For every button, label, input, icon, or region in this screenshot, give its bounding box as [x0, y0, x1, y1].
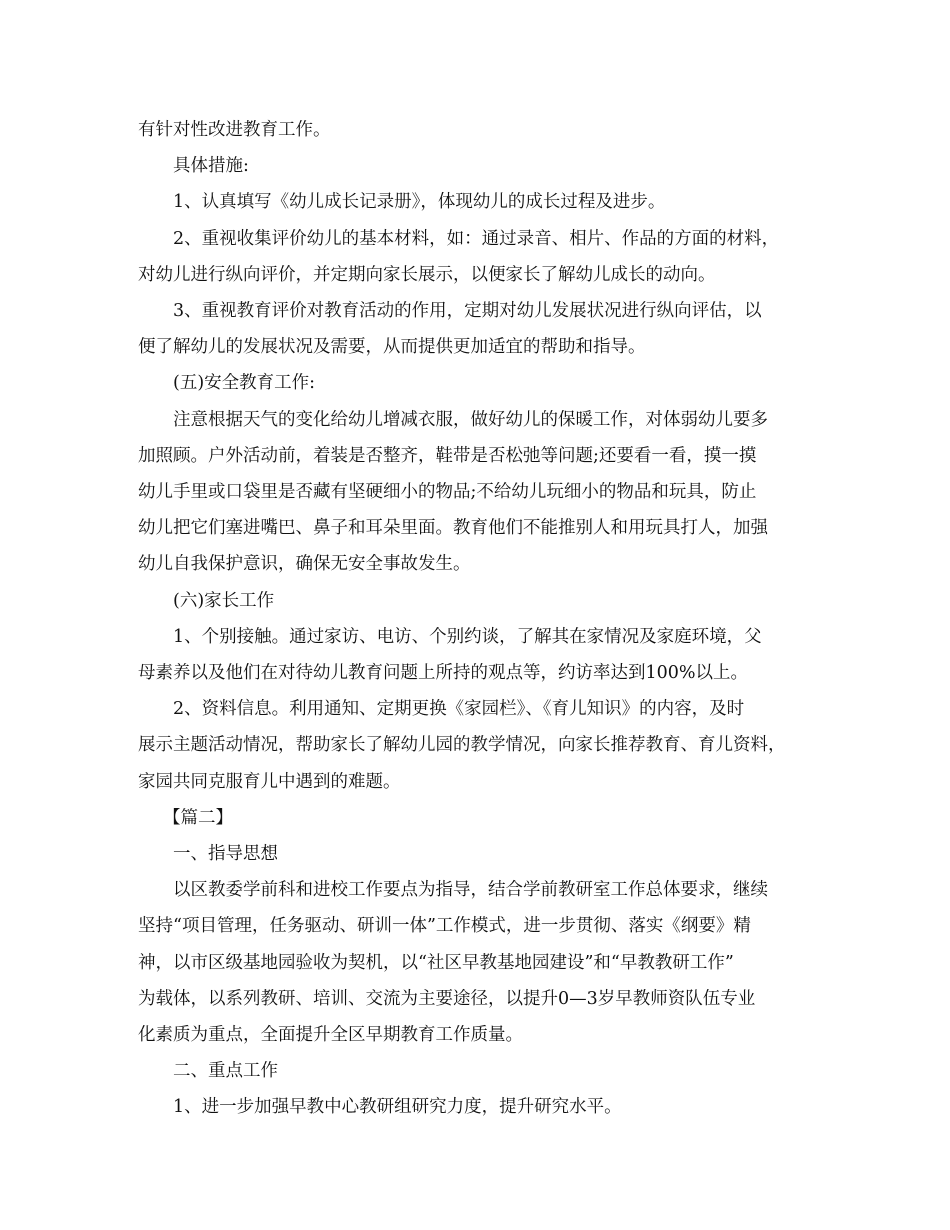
text-line: 对幼儿进行纵向评价，并定期向家长展示，以便家长了解幼儿成长的动向。: [138, 264, 716, 285]
text-line: 加照顾。户外活动前，着装是否整齐，鞋带是否松弛等问题;还要看一看，摸一摸: [138, 445, 757, 466]
text-line: 2、资料信息。利用通知、定期更换《家园栏》、《育儿知识》的内容，及时: [173, 699, 745, 720]
text-line: 1、认真填写《幼儿成长记录册》，体现幼儿的成长过程及进步。: [173, 192, 666, 213]
section-heading: (五)安全教育工作:: [173, 373, 316, 394]
text-line: 母素养以及他们在对待幼儿教育问题上所持的观点等，约访率达到100%以上。: [138, 663, 749, 684]
text-line: 化素质为重点，全面提升全区早期教育工作质量。: [138, 1025, 523, 1046]
text-line: 展示主题活动情况，帮助家长了解幼儿园的教学情况，向家长推荐教育、育儿资料，: [138, 735, 786, 756]
text-line: 家园共同克服育儿中遇到的难题。: [138, 771, 401, 792]
text-line: 有针对性改进教育工作。: [138, 120, 331, 140]
text-line: 为载体，以系列教研、培训、交流为主要途径，以提升0—3岁早教师资队伍专业: [138, 988, 756, 1009]
section-heading: 一、指导思想: [173, 844, 278, 865]
body-text: [138, 112, 824, 1126]
part-heading: 【篇二】: [163, 807, 233, 828]
text-line: 坚持“项目管理，任务驱动、研训一体”工作模式，进一步贯彻、落实《纲要》精: [138, 916, 751, 937]
section-heading: (六)家长工作: [173, 590, 275, 611]
text-line: 幼儿自我保护意识，确保无安全事故发生。: [138, 554, 471, 575]
text-line: 神，以市区级基地园验收为契机，以“社区早教基地园建设”和“早教教研工作”: [138, 952, 734, 973]
text-line: 幼儿手里或口袋里是否藏有坚硬细小的物品;不给幼儿玩细小的物品和玩具，防止: [138, 482, 757, 503]
text-line: 3、重视教育评价对教育活动的作用，定期对幼儿发展状况进行纵向评估，以: [173, 301, 762, 322]
text-line: 幼儿把它们塞进嘴巴、鼻子和耳朵里面。教育他们不能推别人和用玩具打人，加强: [138, 518, 768, 539]
section-heading: 二、重点工作: [173, 1061, 278, 1082]
text-line: 便了解幼儿的发展状况及需要，从而提供更加适宜的帮助和指导。: [138, 337, 646, 358]
text-line: 注意根据天气的变化给幼儿增减衣服，做好幼儿的保暖工作，对体弱幼儿要多: [173, 409, 768, 430]
text-line: 以区教委学前科和进校工作要点为指导，结合学前教研室工作总体要求，继续: [173, 880, 768, 901]
text-line: 1、进一步加强早教中心教研组研究力度，提升研究水平。: [173, 1097, 622, 1118]
text-line: 1、个别接触。通过家访、电访、个别约谈，了解其在家情况及家庭环境，父: [173, 626, 762, 647]
text-line: 2、重视收集评价幼儿的基本材料，如：通过录音、相片、作品的方面的材料，: [173, 228, 780, 249]
text-line: 具体措施:: [173, 156, 249, 177]
